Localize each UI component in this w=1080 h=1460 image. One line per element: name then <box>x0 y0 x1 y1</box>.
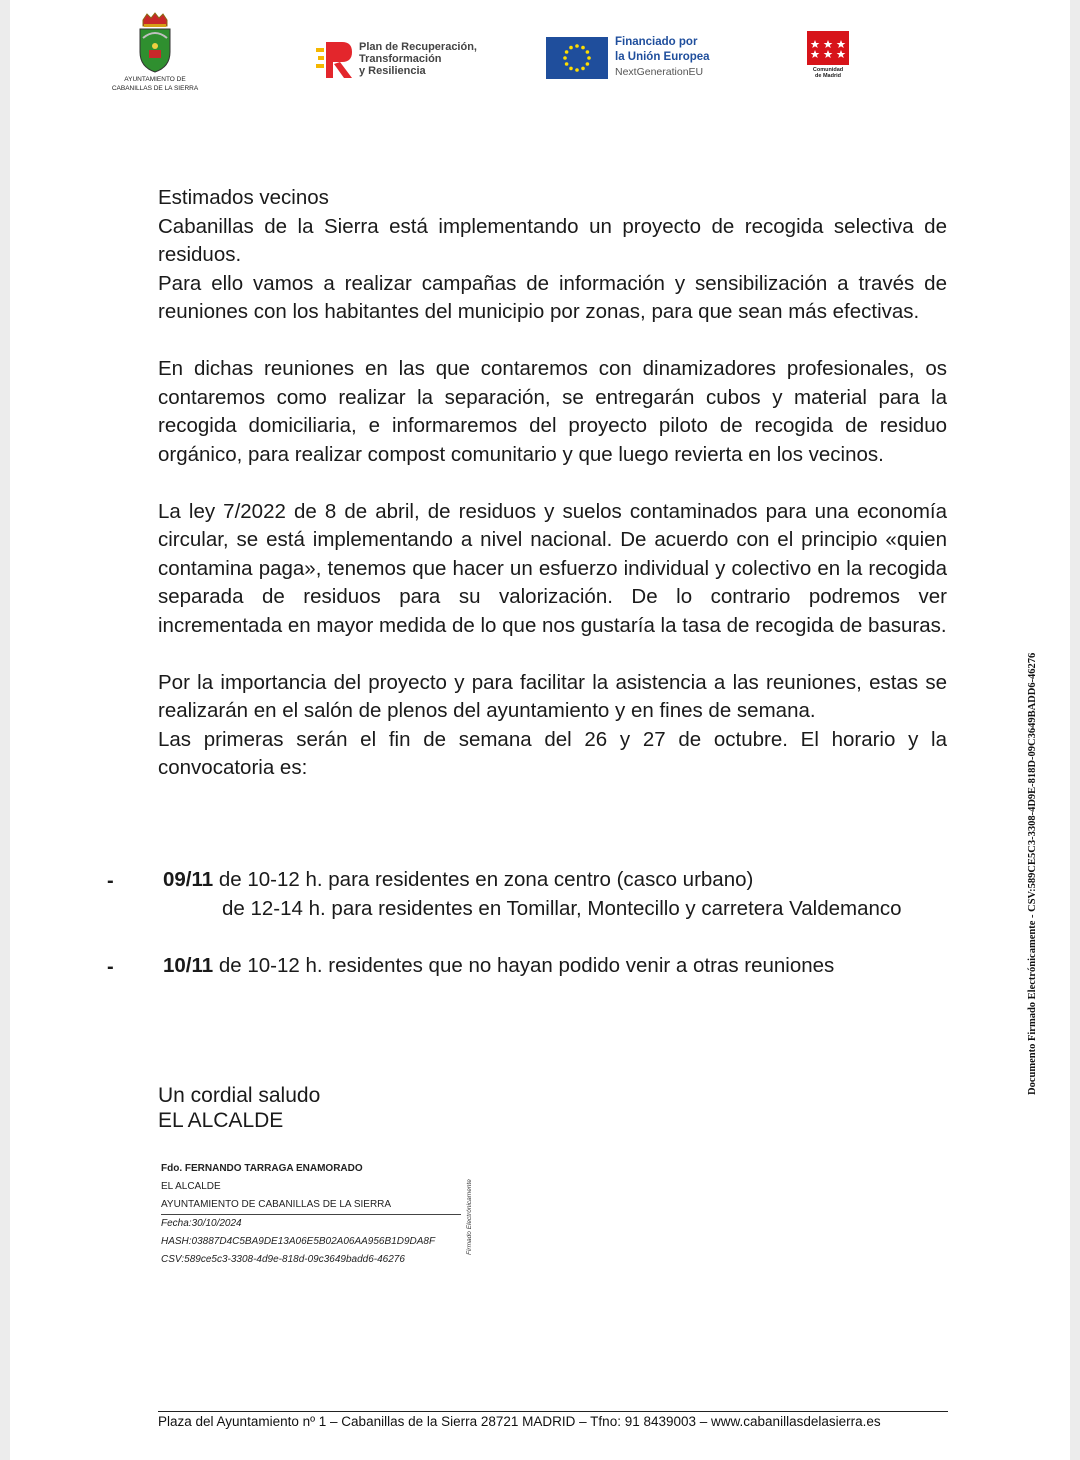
comunidad-madrid-caption <box>804 67 852 79</box>
madrid-stars-icon <box>807 31 849 65</box>
paragraph-3: En dichas reuniones en las que contaremos con dinamizadores profesionales, os contaremos como realizar la separación, se entregarán cubos y material para la recogida domiciliaria, e informaremos del proyecto piloto de recogida de residuo orgánico, para realizar compost comunitario y que luego revierta en los vecinos. <box>158 357 947 466</box>
schedule-date-2: 10/11 <box>163 954 214 977</box>
schedule-item-1-line-2: de 12-14 h. para residentes en Tomillar, Montecillo y carretera Valdemanco <box>222 897 902 920</box>
comunidad-madrid-logo <box>807 31 849 79</box>
cm-line-1: Comunidad <box>812 67 844 73</box>
ayuntamiento-caption-2: CABANILLAS DE LA SIERRA <box>111 85 199 92</box>
signature-hash: HASH:03887D4C5BA9DE13A06E5B02A06AA956B1D9DA8F <box>161 1236 436 1247</box>
side-csv-stamp: Documento Firmado Electrónicamente - CSV:589CE5C3-3308-4D9E-818D-09C3649BADD6-46276 <box>1027 652 1038 1096</box>
paragraph-4: La ley 7/2022 de 8 de abril, de residuos y suelos contaminados para una economía circular, se está implementando a nivel nacional. De acuerdo con el principio «quien contamina paga», tenemos que hacer un esfuerzo individual y colectivo en la recogida separada de residuos para su valorización. De lo contrario podremos ver incrementada en mayor medida de lo que nos gustaría la tasa de recogida de basuras. <box>158 499 947 637</box>
schedule-text-1: de 10-12 h. para residentes en zona centro (casco urbano) <box>213 868 754 891</box>
signature-role: EL ALCALDE <box>161 1181 221 1192</box>
letter-body <box>158 184 947 783</box>
prtr-text <box>359 41 477 77</box>
signature-csv: CSV:589ce5c3-3308-4d9e-818d-09c3649badd6-46276 <box>161 1254 405 1265</box>
prtr-line-2: Transformación <box>359 53 442 65</box>
signature-org: AYUNTAMIENTO DE CABANILLAS DE LA SIERRA <box>161 1196 461 1215</box>
prtr-emblem-icon <box>314 38 356 80</box>
eu-line-2: la Unión Europea <box>615 51 710 63</box>
coat-of-arms-icon <box>135 12 175 74</box>
eu-logo <box>546 35 736 83</box>
prtr-logo <box>314 38 504 82</box>
signature-name: Fdo. FERNANDO TARRAGA ENAMORADO <box>161 1163 363 1174</box>
ayuntamiento-caption-1: AYUNTAMIENTO DE <box>124 76 186 83</box>
eu-line-3: NextGenerationEU <box>615 66 704 78</box>
greeting: Estimados vecinos <box>158 186 329 209</box>
eu-text <box>615 35 710 80</box>
schedule-date-1: 09/11 <box>163 868 214 891</box>
ayuntamiento-logo <box>102 12 208 92</box>
paragraph-1: Cabanillas de la Sierra está implementando un proyecto de recogida selectiva de residuos. <box>158 214 947 266</box>
closing-line-2: EL ALCALDE <box>158 1109 284 1132</box>
paragraph-6: Las primeras serán el fin de semana del 26 y 27 de octubre. El horario y la convocatoria es: <box>158 727 947 779</box>
signature-vertical-label: Firmado Electrónicamente <box>466 1179 473 1255</box>
schedule-item-1 <box>163 866 753 895</box>
prtr-line-1: Plan de Recuperación, <box>359 41 477 53</box>
schedule-bullet-1: - <box>107 870 114 892</box>
paragraph-2: Para ello vamos a realizar campañas de información y sensibilización a través de reuniones con los habitantes del municipio por zonas, para que sean más efectivas. <box>158 271 947 323</box>
prtr-line-3: y Resiliencia <box>359 65 426 77</box>
closing <box>158 1083 320 1133</box>
eu-flag-icon <box>546 37 608 79</box>
signature-date: Fecha:30/10/2024 <box>161 1218 242 1229</box>
footer-divider <box>158 1411 948 1412</box>
paragraph-5: Por la importancia del proyecto y para facilitar la asistencia a las reuniones, estas se realizarán en el salón de plenos del ayuntamiento y en fines de semana. <box>158 670 947 722</box>
eu-line-1: Financiado por <box>615 36 698 48</box>
footer-address: Plaza del Ayuntamiento nº 1 – Cabanillas de la Sierra 28721 MADRID – Tfno: 91 8439003 – www.cabanillasdelasierra.es <box>158 1414 881 1429</box>
schedule-text-2: de 10-12 h. residentes que no hayan podido venir a otras reuniones <box>213 954 835 977</box>
signature-block <box>161 1160 461 1269</box>
schedule-item-2 <box>163 952 834 981</box>
document-page <box>10 0 1070 1460</box>
schedule-bullet-2: - <box>107 956 114 978</box>
cm-line-2: de Madrid <box>815 73 841 79</box>
closing-line-1: Un cordial saludo <box>158 1084 321 1107</box>
